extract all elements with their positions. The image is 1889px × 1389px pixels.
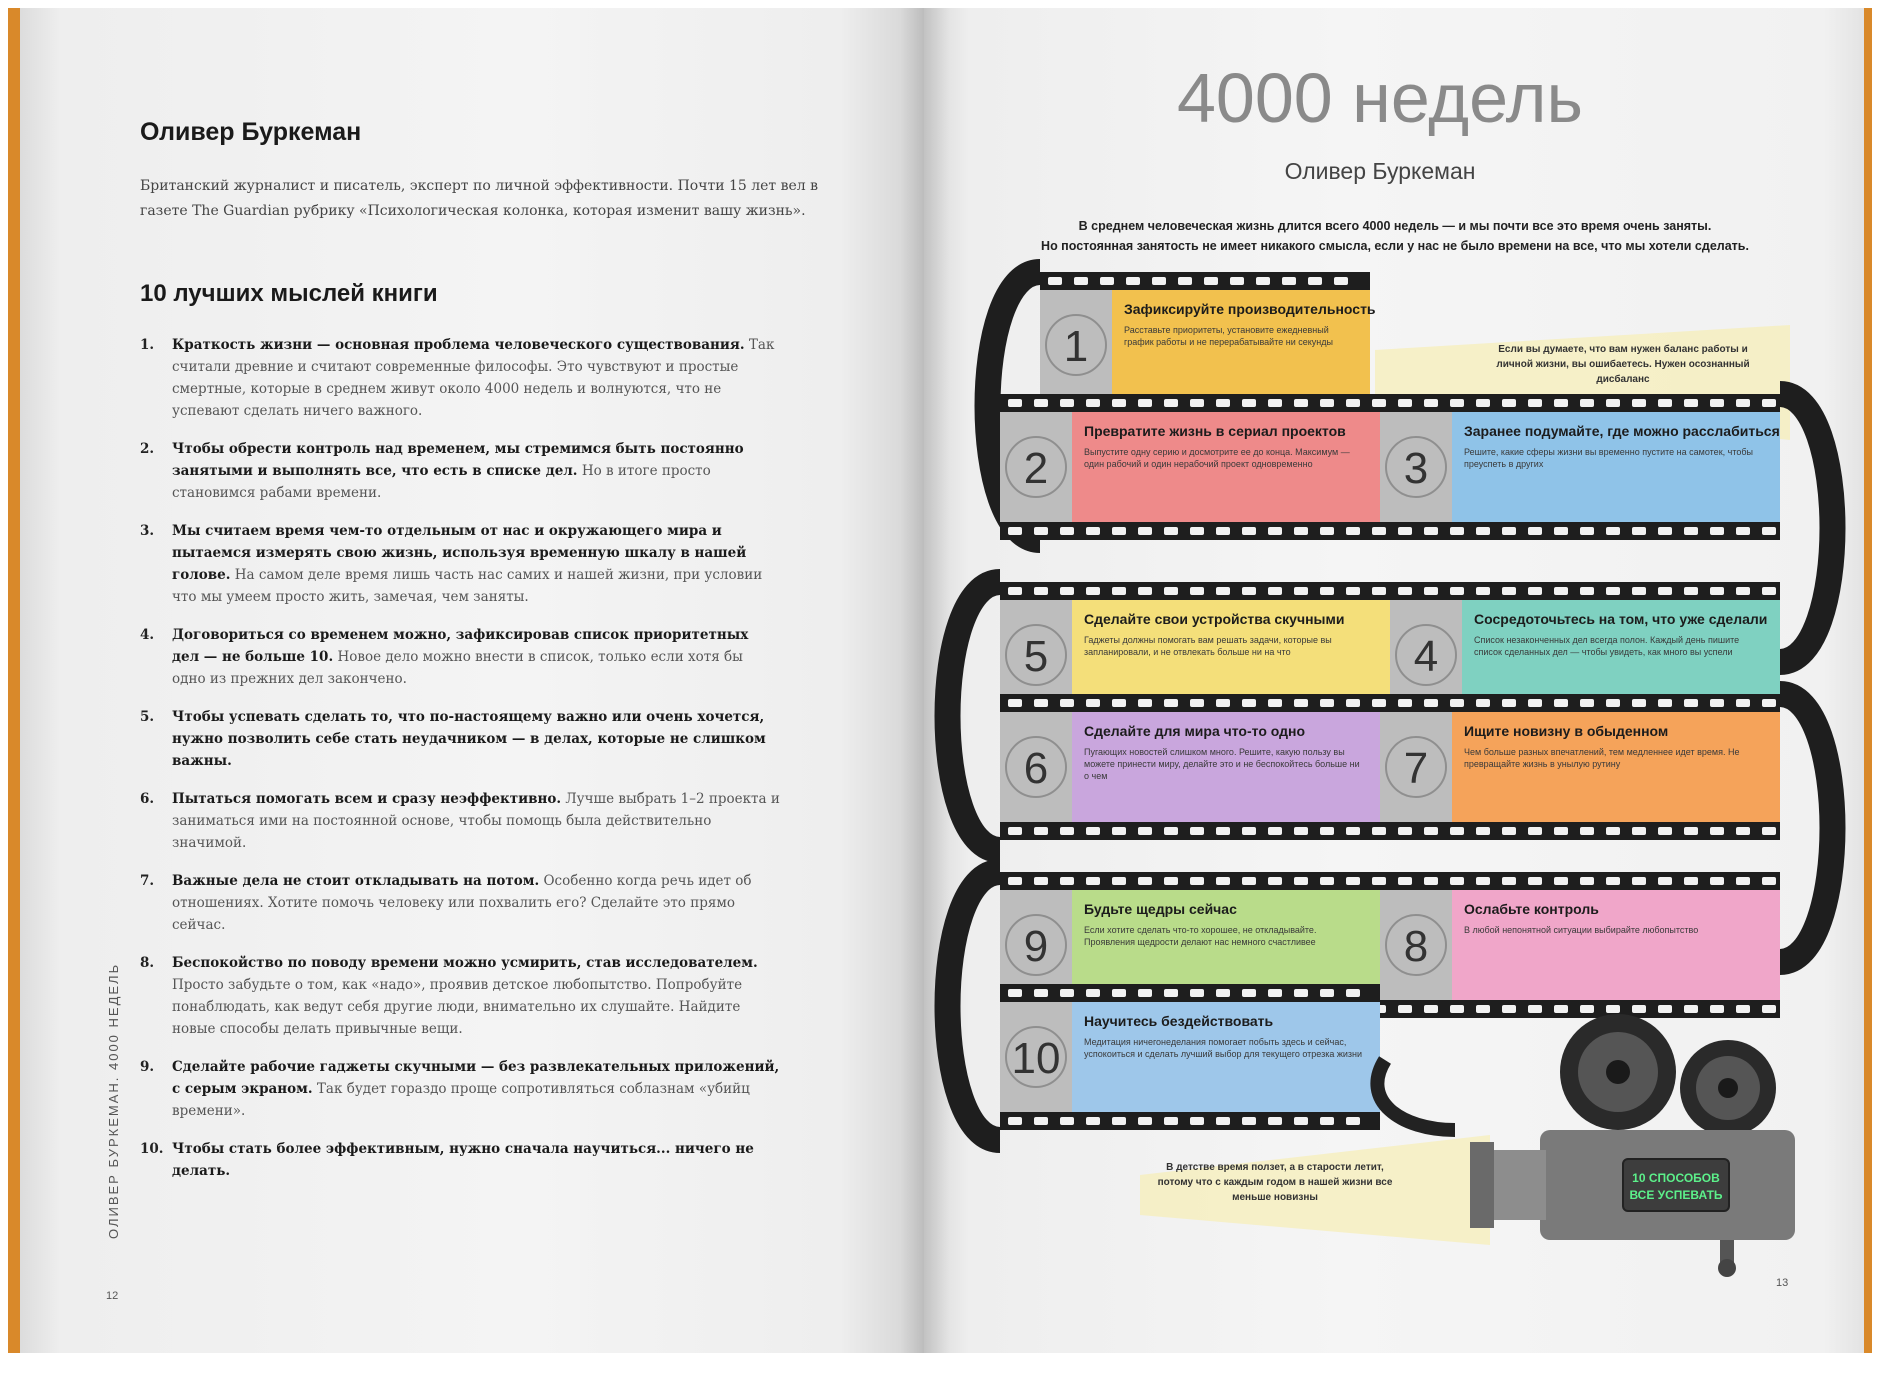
idea-bold: Мы считаем время чем-то отдельным от нас и окружающего мира и пытаемся измерять свою жизнь, используя временную шкалу в нашей голове. bbox=[172, 523, 747, 583]
film-frame bbox=[1380, 412, 1780, 522]
film-strip-row bbox=[1000, 984, 1380, 1130]
idea-bold: Договориться со временем можно, зафиксировав список приоритетных дел — не больше 10. bbox=[172, 627, 749, 665]
frame-number: 10 bbox=[1011, 1034, 1061, 1083]
badge-line-2: ВСЕ УСПЕВАТЬ bbox=[1629, 1188, 1723, 1202]
frame-text: Чем больше разных впечатлений, тем медленнее идет время. Не превращайте жизнь в унылую рутину bbox=[1464, 747, 1740, 769]
frame-number: 1 bbox=[1063, 322, 1089, 371]
film-frame bbox=[1000, 890, 1380, 1000]
page-number-right: 13 bbox=[1776, 1277, 1789, 1289]
ideas-heading: 10 лучших мыслей книги bbox=[140, 280, 438, 307]
frame-title: Заранее подумайте, где можно расслабиться bbox=[1464, 423, 1780, 439]
idea-bold: Беспокойство по поводу времени можно усмирить, став исследователем. bbox=[172, 955, 758, 971]
frame-number: 9 bbox=[1023, 922, 1049, 971]
idea-text: На самом деле время лишь часть нас самих и нашей жизни, при условии что мы умеем просто жить, замечая, чем заняты. bbox=[172, 567, 763, 605]
film-frame bbox=[1000, 412, 1380, 522]
idea-number: 8. bbox=[140, 955, 155, 971]
idea-number: 2. bbox=[140, 441, 155, 457]
frame-title: Сделайте свои устройства скучными bbox=[1084, 611, 1345, 627]
idea-bold: Сделайте рабочие гаджеты скучными — без развлекательных приложений, с серым экраном. bbox=[172, 1059, 780, 1097]
frame-title: Превратите жизнь в сериал проектов bbox=[1084, 423, 1346, 439]
frame-title: Ослабьте контроль bbox=[1464, 901, 1599, 917]
author-heading: Оливер Буркеман bbox=[140, 118, 362, 146]
quote-bottom: В детстве время ползет, а в старости летит, потому что с каждым годом в нашей жизни все меньше новизны bbox=[1157, 1162, 1393, 1203]
frame-number: 6 bbox=[1023, 744, 1049, 793]
frame-number: 7 bbox=[1403, 744, 1429, 793]
idea-text: Просто забудьте о том, как «надо», проявив детское любопытство. Попробуйте понаблюдать, как ведут себя другие люди, внимательно их слушайте. Найдите новые способы делать привычные вещи. bbox=[172, 977, 743, 1037]
idea-text: Новое дело можно внести в список, только если хотя бы одно из прежних дел закончено. bbox=[172, 649, 743, 687]
film-frame bbox=[1000, 1002, 1380, 1112]
idea-number: 1. bbox=[140, 337, 155, 353]
idea-bold: Чтобы успевать сделать то, что по-настоящему важно или очень хочется, нужно позволить себе стать неудачником — в делах, которые не слишком важны. bbox=[172, 709, 766, 769]
idea-bold: Важные дела не стоит откладывать на потом. bbox=[172, 873, 540, 889]
projector-badge bbox=[1622, 1158, 1730, 1212]
idea-number: 10. bbox=[140, 1141, 164, 1157]
frame-title: Сосредоточьтесь на том, что уже сделали bbox=[1474, 611, 1768, 627]
author-bio: Британский журналист и писатель, эксперт по личной эффективности. Почти 15 лет вел в газете The Guardian рубрику «Психологическая колонка, которая изменит вашу жизнь». bbox=[140, 178, 819, 219]
idea-number: 5. bbox=[140, 709, 155, 725]
frame-number: 4 bbox=[1413, 632, 1439, 681]
frame-text: В любой непонятной ситуации выбирайте любопытство bbox=[1464, 925, 1699, 935]
film-frame bbox=[1000, 600, 1390, 710]
frame-number: 5 bbox=[1023, 632, 1049, 681]
idea-number: 9. bbox=[140, 1059, 155, 1075]
film-frame bbox=[1380, 712, 1780, 822]
idea-bold: Чтобы обрести контроль над временем, мы стремимся быть постоянно занятыми и выполнять все, что есть в списке дел. bbox=[172, 441, 744, 479]
frame-text: Решите, какие сферы жизни вы временно пустите на самотек, чтобы преуспеть в других bbox=[1464, 447, 1753, 469]
intro-line-1: В среднем человеческая жизнь длится всего 4000 недель — и мы почти все это время очень заняты. bbox=[1078, 219, 1712, 233]
film-frame bbox=[1380, 890, 1780, 1000]
page-number-left: 12 bbox=[106, 1290, 119, 1302]
infographic-title: 4000 недель bbox=[1177, 59, 1583, 137]
idea-number: 4. bbox=[140, 627, 155, 643]
frame-text: Медитация ничегонеделания помогает побыть здесь и сейчас, успокоиться и сделать лучший выбор для текущего отрезка жизни bbox=[1084, 1037, 1363, 1059]
frame-title: Ищите новизну в обыденном bbox=[1464, 723, 1669, 739]
frame-number: 3 bbox=[1403, 444, 1429, 493]
frame-text: Если хотите сделать что-то хорошее, не откладывайте. Проявления щедрости делают нас немного счастливее bbox=[1084, 925, 1317, 947]
running-head: ОЛИВЕР БУРКЕМАН. 4000 НЕДЕЛЬ bbox=[106, 962, 121, 1239]
frame-text: Список незаконченных дел всегда полон. Каждый день пишите список сделанных дел — чтобы увидеть, как много вы успели bbox=[1474, 635, 1740, 657]
film-frame bbox=[1040, 290, 1376, 400]
frame-title: Сделайте для мира что-то одно bbox=[1084, 723, 1306, 739]
intro-line-2: Но постоянная занятость не имеет никакого смысла, если у нас не было времени на все, что мы хотели сделать. bbox=[1041, 239, 1749, 253]
frame-number: 2 bbox=[1023, 444, 1049, 493]
idea-text: Лучше выбрать 1–2 проекта и заниматься ими на постоянной основе, чтобы помощь была действительно значимой. bbox=[172, 791, 780, 851]
idea-text: Так считали древние и считают современные философы. Это чувствуют и простые смертные, которые в среднем живут около 4000 недель и волнуются, что не успевают сделать ничего важного. bbox=[172, 337, 775, 419]
idea-number: 3. bbox=[140, 523, 155, 539]
idea-bold: Пытаться помогать всем и сразу неэффективно. bbox=[172, 791, 562, 807]
film-frame bbox=[1390, 600, 1780, 710]
idea-text: Особенно когда речь идет об отношениях. Хотите помочь человеку или похвалить его? Сделайте это прямо сейчас. bbox=[172, 873, 752, 933]
frame-text: Выпустите одну серию и досмотрите ее до конца. Максимум — один рабочий и один нерабочий проект одновременно bbox=[1084, 447, 1350, 469]
frame-title: Будьте щедры сейчас bbox=[1084, 901, 1237, 917]
frame-title: Научитесь бездействовать bbox=[1084, 1013, 1274, 1029]
frame-text: Расставьте приоритеты, установите ежедневный график работы и не перерабатывайте ни секунды bbox=[1124, 325, 1333, 347]
frame-text: Пугающих новостей слишком много. Решите, какую пользу вы можете принести миру, делайте это и не беспокойтесь больше ни о чем bbox=[1084, 747, 1360, 781]
idea-number: 7. bbox=[140, 873, 155, 889]
idea-bold: Чтобы стать более эффективным, нужно сначала научиться... ничего не делать. bbox=[172, 1141, 754, 1179]
badge-line-1: 10 СПОСОБОВ bbox=[1632, 1171, 1720, 1185]
idea-bold: Краткость жизни — основная проблема человеческого существования. bbox=[172, 337, 745, 353]
film-frame bbox=[1000, 712, 1380, 822]
frame-title: Зафиксируйте производительность bbox=[1124, 301, 1376, 317]
idea-number: 6. bbox=[140, 791, 155, 807]
idea-text: Так будет гораздо проще сопротивляться соблазнам «убийц времени». bbox=[172, 1081, 750, 1119]
infographic-author: Оливер Буркеман bbox=[1284, 158, 1476, 184]
idea-text: Но в итоге просто становимся рабами времени. bbox=[172, 463, 711, 501]
quote-top: Если вы думаете, что вам нужен баланс работы и личной жизни, вы ошибаетесь. Нужен осознанный дисбаланс bbox=[1496, 344, 1750, 385]
frame-number: 8 bbox=[1403, 922, 1429, 971]
frame-text: Гаджеты должны помогать вам решать задачи, которые вы запланировали, и не отвлекать больше ни на что bbox=[1084, 635, 1332, 657]
